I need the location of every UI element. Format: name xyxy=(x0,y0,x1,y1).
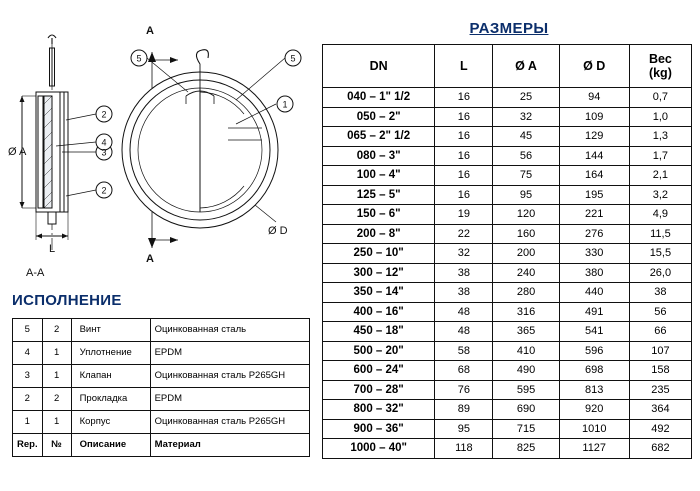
cell-l: 76 xyxy=(435,380,493,400)
cell-diameter-a: 490 xyxy=(493,361,559,381)
cell-weight: 1,0 xyxy=(629,107,691,127)
column-header-dn: DN xyxy=(323,45,435,88)
table-row xyxy=(13,365,310,388)
bom-desc: Корпус xyxy=(71,411,150,434)
label-diameter-d: Ø D xyxy=(268,225,288,237)
cell-l: 58 xyxy=(435,341,493,361)
bom-qty: 1 xyxy=(42,342,71,365)
cell-l: 22 xyxy=(435,224,493,244)
label-section-a-a: A-A xyxy=(26,267,45,279)
balloon-label-5-left: 5 xyxy=(136,53,142,64)
cell-weight: 364 xyxy=(629,400,691,420)
cell-weight: 492 xyxy=(629,419,691,439)
cell-l: 16 xyxy=(435,146,493,166)
table-row xyxy=(323,166,692,186)
balloon-label-2-lower: 2 xyxy=(101,185,107,196)
table-row xyxy=(323,88,692,108)
cell-diameter-d: 195 xyxy=(559,185,629,205)
table-row xyxy=(323,302,692,322)
cell-diameter-a: 240 xyxy=(493,263,559,283)
cell-diameter-d: 1010 xyxy=(559,419,629,439)
cell-diameter-a: 280 xyxy=(493,283,559,303)
cell-diameter-a: 316 xyxy=(493,302,559,322)
table-row xyxy=(323,244,692,264)
leader-diameter-d xyxy=(255,205,276,222)
table-row xyxy=(13,319,310,342)
cell-weight: 4,9 xyxy=(629,205,691,225)
bom-header-material: Материал xyxy=(150,434,309,457)
cell-diameter-d: 94 xyxy=(559,88,629,108)
cell-dn: 300 – 12" xyxy=(323,263,435,283)
cell-weight: 3,2 xyxy=(629,185,691,205)
cell-l: 89 xyxy=(435,400,493,420)
cell-diameter-d: 440 xyxy=(559,283,629,303)
cell-weight: 38 xyxy=(629,283,691,303)
drawing-canvas xyxy=(0,0,318,300)
label-diameter-a: Ø A xyxy=(8,146,27,158)
seal-strip xyxy=(38,96,43,208)
cell-l: 68 xyxy=(435,361,493,381)
bom-material: EPDM xyxy=(150,342,309,365)
cell-l: 48 xyxy=(435,302,493,322)
disc-plate xyxy=(44,96,52,208)
column-header-weight: Вес (kg) xyxy=(629,45,691,88)
balloon-label-3: 3 xyxy=(101,147,107,158)
cell-l: 32 xyxy=(435,244,493,264)
bom-qty: 1 xyxy=(42,411,71,434)
table-row xyxy=(13,388,310,411)
dimensions-header-row xyxy=(323,45,692,88)
cell-l: 16 xyxy=(435,107,493,127)
cell-diameter-d: 144 xyxy=(559,146,629,166)
cell-diameter-d: 380 xyxy=(559,263,629,283)
table-row xyxy=(13,342,310,365)
cell-diameter-d: 698 xyxy=(559,361,629,381)
cell-diameter-d: 276 xyxy=(559,224,629,244)
cell-dn: 200 – 8" xyxy=(323,224,435,244)
cell-dn: 900 – 36" xyxy=(323,419,435,439)
cell-diameter-d: 129 xyxy=(559,127,629,147)
cell-l: 48 xyxy=(435,322,493,342)
cell-l: 16 xyxy=(435,127,493,147)
bom-desc: Уплотнение xyxy=(71,342,150,365)
bom-desc: Винт xyxy=(71,319,150,342)
table-row xyxy=(13,411,310,434)
balloon-label-1: 1 xyxy=(282,99,288,110)
bill-of-materials-table xyxy=(12,318,310,457)
cell-dn: 065 – 2" 1/2 xyxy=(323,127,435,147)
cell-dn: 500 – 20" xyxy=(323,341,435,361)
lifting-hook xyxy=(48,35,56,44)
table-row xyxy=(323,127,692,147)
cell-dn: 400 – 16" xyxy=(323,302,435,322)
cell-diameter-d: 491 xyxy=(559,302,629,322)
bom-pos: 1 xyxy=(13,411,43,434)
bom-header-qty: № xyxy=(42,434,71,457)
cell-dn: 600 – 24" xyxy=(323,361,435,381)
cell-dn: 150 – 6" xyxy=(323,205,435,225)
cell-weight: 1,3 xyxy=(629,127,691,147)
balloon-label-2-upper: 2 xyxy=(101,109,107,120)
disc-edge-right xyxy=(200,92,244,114)
bom-material: Оцинкованная сталь P265GH xyxy=(150,411,309,434)
bom-pos: 4 xyxy=(13,342,43,365)
table-row xyxy=(323,146,692,166)
cell-diameter-a: 75 xyxy=(493,166,559,186)
technical-drawing xyxy=(0,0,318,300)
bottom-screw xyxy=(48,212,56,224)
cell-weight: 0,7 xyxy=(629,88,691,108)
table-row xyxy=(323,361,692,381)
column-header-diameter-d: Ø D xyxy=(559,45,629,88)
dimensions-title: РАЗМЕРЫ xyxy=(469,20,549,37)
cell-dn: 125 – 5" xyxy=(323,185,435,205)
cell-weight: 235 xyxy=(629,380,691,400)
table-row xyxy=(323,224,692,244)
cell-diameter-a: 825 xyxy=(493,439,559,459)
cell-weight: 26,0 xyxy=(629,263,691,283)
cell-l: 95 xyxy=(435,419,493,439)
cell-diameter-a: 365 xyxy=(493,322,559,342)
cell-diameter-a: 160 xyxy=(493,224,559,244)
cell-diameter-a: 120 xyxy=(493,205,559,225)
bom-desc: Клапан xyxy=(71,365,150,388)
cell-dn: 450 – 18" xyxy=(323,322,435,342)
table-row xyxy=(323,380,692,400)
cell-diameter-d: 541 xyxy=(559,322,629,342)
cell-diameter-d: 813 xyxy=(559,380,629,400)
table-row xyxy=(323,283,692,303)
cell-diameter-a: 595 xyxy=(493,380,559,400)
cell-weight: 2,1 xyxy=(629,166,691,186)
table-row xyxy=(323,107,692,127)
cell-weight: 15,5 xyxy=(629,244,691,264)
cell-diameter-a: 410 xyxy=(493,341,559,361)
cell-diameter-a: 25 xyxy=(493,88,559,108)
cell-dn: 100 – 4" xyxy=(323,166,435,186)
bom-header-desc: Описание xyxy=(71,434,150,457)
cell-weight: 11,5 xyxy=(629,224,691,244)
cell-weight: 1,7 xyxy=(629,146,691,166)
execution-title: ИСПОЛНЕНИЕ xyxy=(12,292,122,309)
cell-diameter-a: 200 xyxy=(493,244,559,264)
cell-dn: 040 – 1" 1/2 xyxy=(323,88,435,108)
cell-l: 38 xyxy=(435,283,493,303)
bom-qty: 2 xyxy=(42,388,71,411)
cell-weight: 107 xyxy=(629,341,691,361)
cell-weight: 66 xyxy=(629,322,691,342)
cell-diameter-a: 690 xyxy=(493,400,559,420)
spring-hook xyxy=(196,50,208,64)
cell-diameter-d: 596 xyxy=(559,341,629,361)
bom-material: EPDM xyxy=(150,388,309,411)
cell-l: 38 xyxy=(435,263,493,283)
bom-qty: 2 xyxy=(42,319,71,342)
table-row xyxy=(323,341,692,361)
cell-dn: 250 – 10" xyxy=(323,244,435,264)
cell-dn: 050 – 2" xyxy=(323,107,435,127)
cell-dn: 350 – 14" xyxy=(323,283,435,303)
cell-diameter-a: 45 xyxy=(493,127,559,147)
cell-diameter-d: 920 xyxy=(559,400,629,420)
balloon-label-4: 4 xyxy=(101,137,107,148)
cell-l: 19 xyxy=(435,205,493,225)
cell-dn: 800 – 32" xyxy=(323,400,435,420)
table-row xyxy=(323,419,692,439)
table-row xyxy=(323,263,692,283)
cell-l: 16 xyxy=(435,185,493,205)
table-row xyxy=(323,322,692,342)
table-row xyxy=(323,185,692,205)
cell-weight: 682 xyxy=(629,439,691,459)
column-header-diameter-a: Ø A xyxy=(493,45,559,88)
bom-pos: 5 xyxy=(13,319,43,342)
bom-pos: 3 xyxy=(13,365,43,388)
bom-pos: 2 xyxy=(13,388,43,411)
cell-l: 118 xyxy=(435,439,493,459)
cell-diameter-a: 715 xyxy=(493,419,559,439)
bom-material: Оцинкованная сталь P265GH xyxy=(150,365,309,388)
cell-weight: 158 xyxy=(629,361,691,381)
cell-weight: 56 xyxy=(629,302,691,322)
cell-dn: 700 – 28" xyxy=(323,380,435,400)
bom-qty: 1 xyxy=(42,365,71,388)
bom-header-row xyxy=(13,434,310,457)
balloon-label-5-right: 5 xyxy=(290,53,296,64)
section-label-a-top: A xyxy=(146,25,154,37)
cell-dn: 1000 – 40" xyxy=(323,439,435,459)
cell-diameter-d: 109 xyxy=(559,107,629,127)
bom-material: Оцинкованная сталь xyxy=(150,319,309,342)
label-length-l: L xyxy=(49,243,56,255)
disc-edge-right-lower xyxy=(200,186,244,208)
cell-l: 16 xyxy=(435,88,493,108)
cell-dn: 080 – 3" xyxy=(323,146,435,166)
cell-l: 16 xyxy=(435,166,493,186)
section-label-a-bottom: A xyxy=(146,253,154,265)
cell-diameter-d: 221 xyxy=(559,205,629,225)
table-row xyxy=(323,400,692,420)
cell-diameter-a: 32 xyxy=(493,107,559,127)
cell-diameter-d: 164 xyxy=(559,166,629,186)
column-header-l: L xyxy=(435,45,493,88)
cell-diameter-a: 56 xyxy=(493,146,559,166)
dimensions-table xyxy=(322,44,692,459)
cell-diameter-d: 1127 xyxy=(559,439,629,459)
table-row xyxy=(323,205,692,225)
cell-diameter-a: 95 xyxy=(493,185,559,205)
table-row xyxy=(323,439,692,459)
bom-desc: Прокладка xyxy=(71,388,150,411)
bom-header-pos: Rep. xyxy=(13,434,43,457)
cell-diameter-d: 330 xyxy=(559,244,629,264)
